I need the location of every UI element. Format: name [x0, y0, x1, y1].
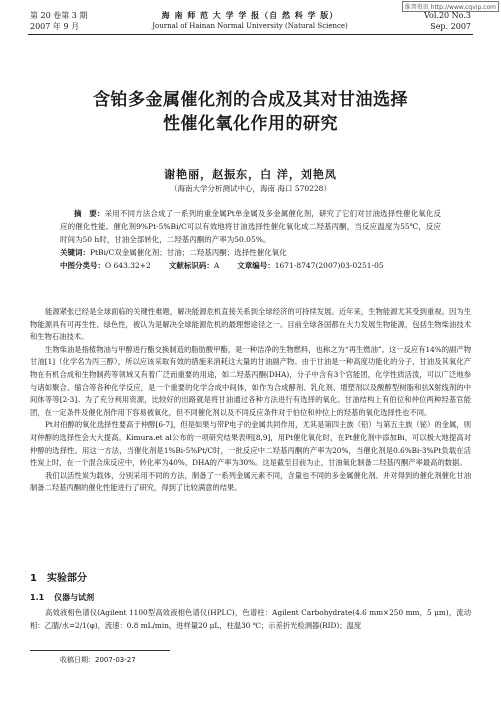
instrument-paragraph: 高效液相色谱仪(Agilent 1100型高效液相色谱仪(HPLC)，色谱柱：Agilent Carbohydrate(4.6 mm×250 mm，5 μm)，流动相：乙腈/水=2/1(φ)，流速：0.8 mL/min，进样量20 μL，柱温30 ℃；示差折光检测器(RID)；温度 — [30, 608, 471, 630]
paragraph: 我们以活性炭为载体，分别采用不同的方法，制备了一系列金属元素不同，含量也不同的多金属催化剂。并对得到的催化剂催化甘油制备二羟基丙酮的催化性能进行了研究，得到了比较满意的结果。 — [30, 470, 471, 493]
header-rule — [28, 34, 473, 35]
received-date-footnote: 收稿日期：2007-03-27 — [60, 656, 136, 664]
journal-name-en: Journal of Hainan Normal University (Natural Science) — [152, 22, 348, 30]
abstract-block — [60, 207, 441, 272]
section-heading — [30, 569, 87, 584]
paragraph: 生物柴油是指植物油与甲醇进行酯交换制造的脂肪酸甲酯，是一种洁净的生物燃料，也称之为“再生燃油”。这一反应有14%的副产物甘油[1]（化学名为丙三醇），所以应该采取有效的措施来消耗这大量的甘油副产物。由于甘油是一种高度功能化的分子，甘油及其氧化产物在有机合成和生物制药等领域又有着广泛而重要的用途，如二羟基丙酮(DHA)，分子中含有3个官能团，化学性质活泼，可以广泛地参与诸如聚合、缩合等各种化学反应，是一个重要的化学合成中间体，如作为合成酵剂、乳化剂、增塑剂以及酸醇型树脂和抗X射线剂的中间体等等[2-3]。为了充分利用资源，比较好的出路就是将甘油通过各种方法进行有选择的氧化。甘油结构上有伯位和仲位两种羟基官能团，在一定条件及催化剂作用下容易被氧化，但不同催化剂以及不同反应条件对于伯位和仲位上的羟基的氧化选择性也不同。 — [30, 344, 471, 417]
subsection-heading — [30, 592, 94, 603]
date-en: Sep. 2007 — [430, 22, 471, 31]
keywords-text: PtBi/C双金属催化剂；甘油；二羟基丙酮；选择性催化氧化 — [90, 248, 287, 257]
journal-name — [150, 10, 350, 32]
journal-volume-en — [424, 10, 471, 32]
doc-code-value: A — [213, 261, 220, 270]
title-line-1: 含铂多金属催化剂的合成及其对甘油选择 — [93, 90, 408, 110]
volume-issue: 第 20 卷第 3 期 — [30, 11, 88, 20]
body-text — [30, 306, 471, 495]
paper-title — [40, 88, 461, 136]
abstract — [60, 207, 441, 246]
section-number: 1 — [30, 573, 37, 584]
clc-value: O 643.32+2 — [105, 261, 151, 270]
volume-number-en: Vol.20 No.3 — [424, 11, 471, 20]
subsection-title: 仪器与试剂 — [54, 593, 95, 602]
title-line-2: 性催化氧化作用的研究 — [163, 114, 338, 134]
doc-code-label: 文献标识码： — [168, 261, 214, 270]
article-number-label: 文章编号： — [237, 261, 275, 270]
article-number-value: 1671-8747(2007)03-0251-05 — [274, 261, 384, 270]
affiliation: （海南大学分析测试中心，海南 海口 570228） — [170, 184, 331, 193]
journal-name-cn: 海 南 师 范 大 学 学 报（自 然 科 学 版） — [161, 10, 339, 20]
paragraph: Pt对伯醇的氧化选择性要高于仲醇[6-7]，但是如果与带P电子的金属共同作用，尤其是第四主族（铅）与第五主族（铋）的金属，则对仲醇的选择性会大大提高。Kimura.et al公布的一项研究结果表明[8,9]，用Pt催化氧化时，在Pt催化剂中添加Bi，可以极大地提高对仲醇的选择性。用这一方法，当催化剂是1%Bi-5%Pt/C时，一批反应中二羟基丙酮的产率为20%，当催化剂是0.6%Bi-3%Pt负载在活性炭上时，在一个混合床反应中，转化率为40%，DHA的产率为30%。这是截至目前为止，甘油氧化制备二羟基丙酮产率最高的数据。 — [30, 420, 471, 468]
clc-label: 中图分类号： — [60, 261, 105, 270]
classification-line — [60, 259, 441, 272]
paragraph: 能源紧张已经是全球面临的关键性难题，解决能源危机直接关系到全球经济的可持续发展。近年来，生物能源尤其受到重视。因为生物能源具有可再生性、绿色性，被认为是解决全球能源危机的最理想途径之一。目前全球各国都在大力发展生物能源，包括生物柴油技术和生物石油技术。 — [30, 307, 471, 342]
abstract-text: 采用不同方法合成了一系列的重金属Pt单金属及多金属催化剂，研究了它们对甘油选择性催化氧化反应的催化性能。催化剂9%Pt-5%Bi/C可以有效地将甘油选择性催化氧化成二羟基丙酮，当反应温度为55℃，反应时间为50 h时，甘油全部转化，二羟基丙酮的产率为50.05%。 — [60, 209, 442, 244]
publication-date: 2007 年 9 月 — [30, 22, 80, 31]
abstract-label: 摘 要： — [74, 209, 105, 218]
keywords — [60, 246, 441, 259]
footnote-rule — [30, 650, 170, 651]
keywords-label: 关键词： — [60, 248, 90, 257]
watermark: 维普资讯 http://www.cqvip.com — [402, 1, 499, 12]
section-title: 实验部分 — [46, 573, 87, 584]
journal-issue-info — [30, 10, 87, 32]
subsection-number: 1.1 — [30, 593, 45, 602]
authors: 谢艳丽，赵振东，白 洋，刘艳凤 — [164, 168, 337, 181]
